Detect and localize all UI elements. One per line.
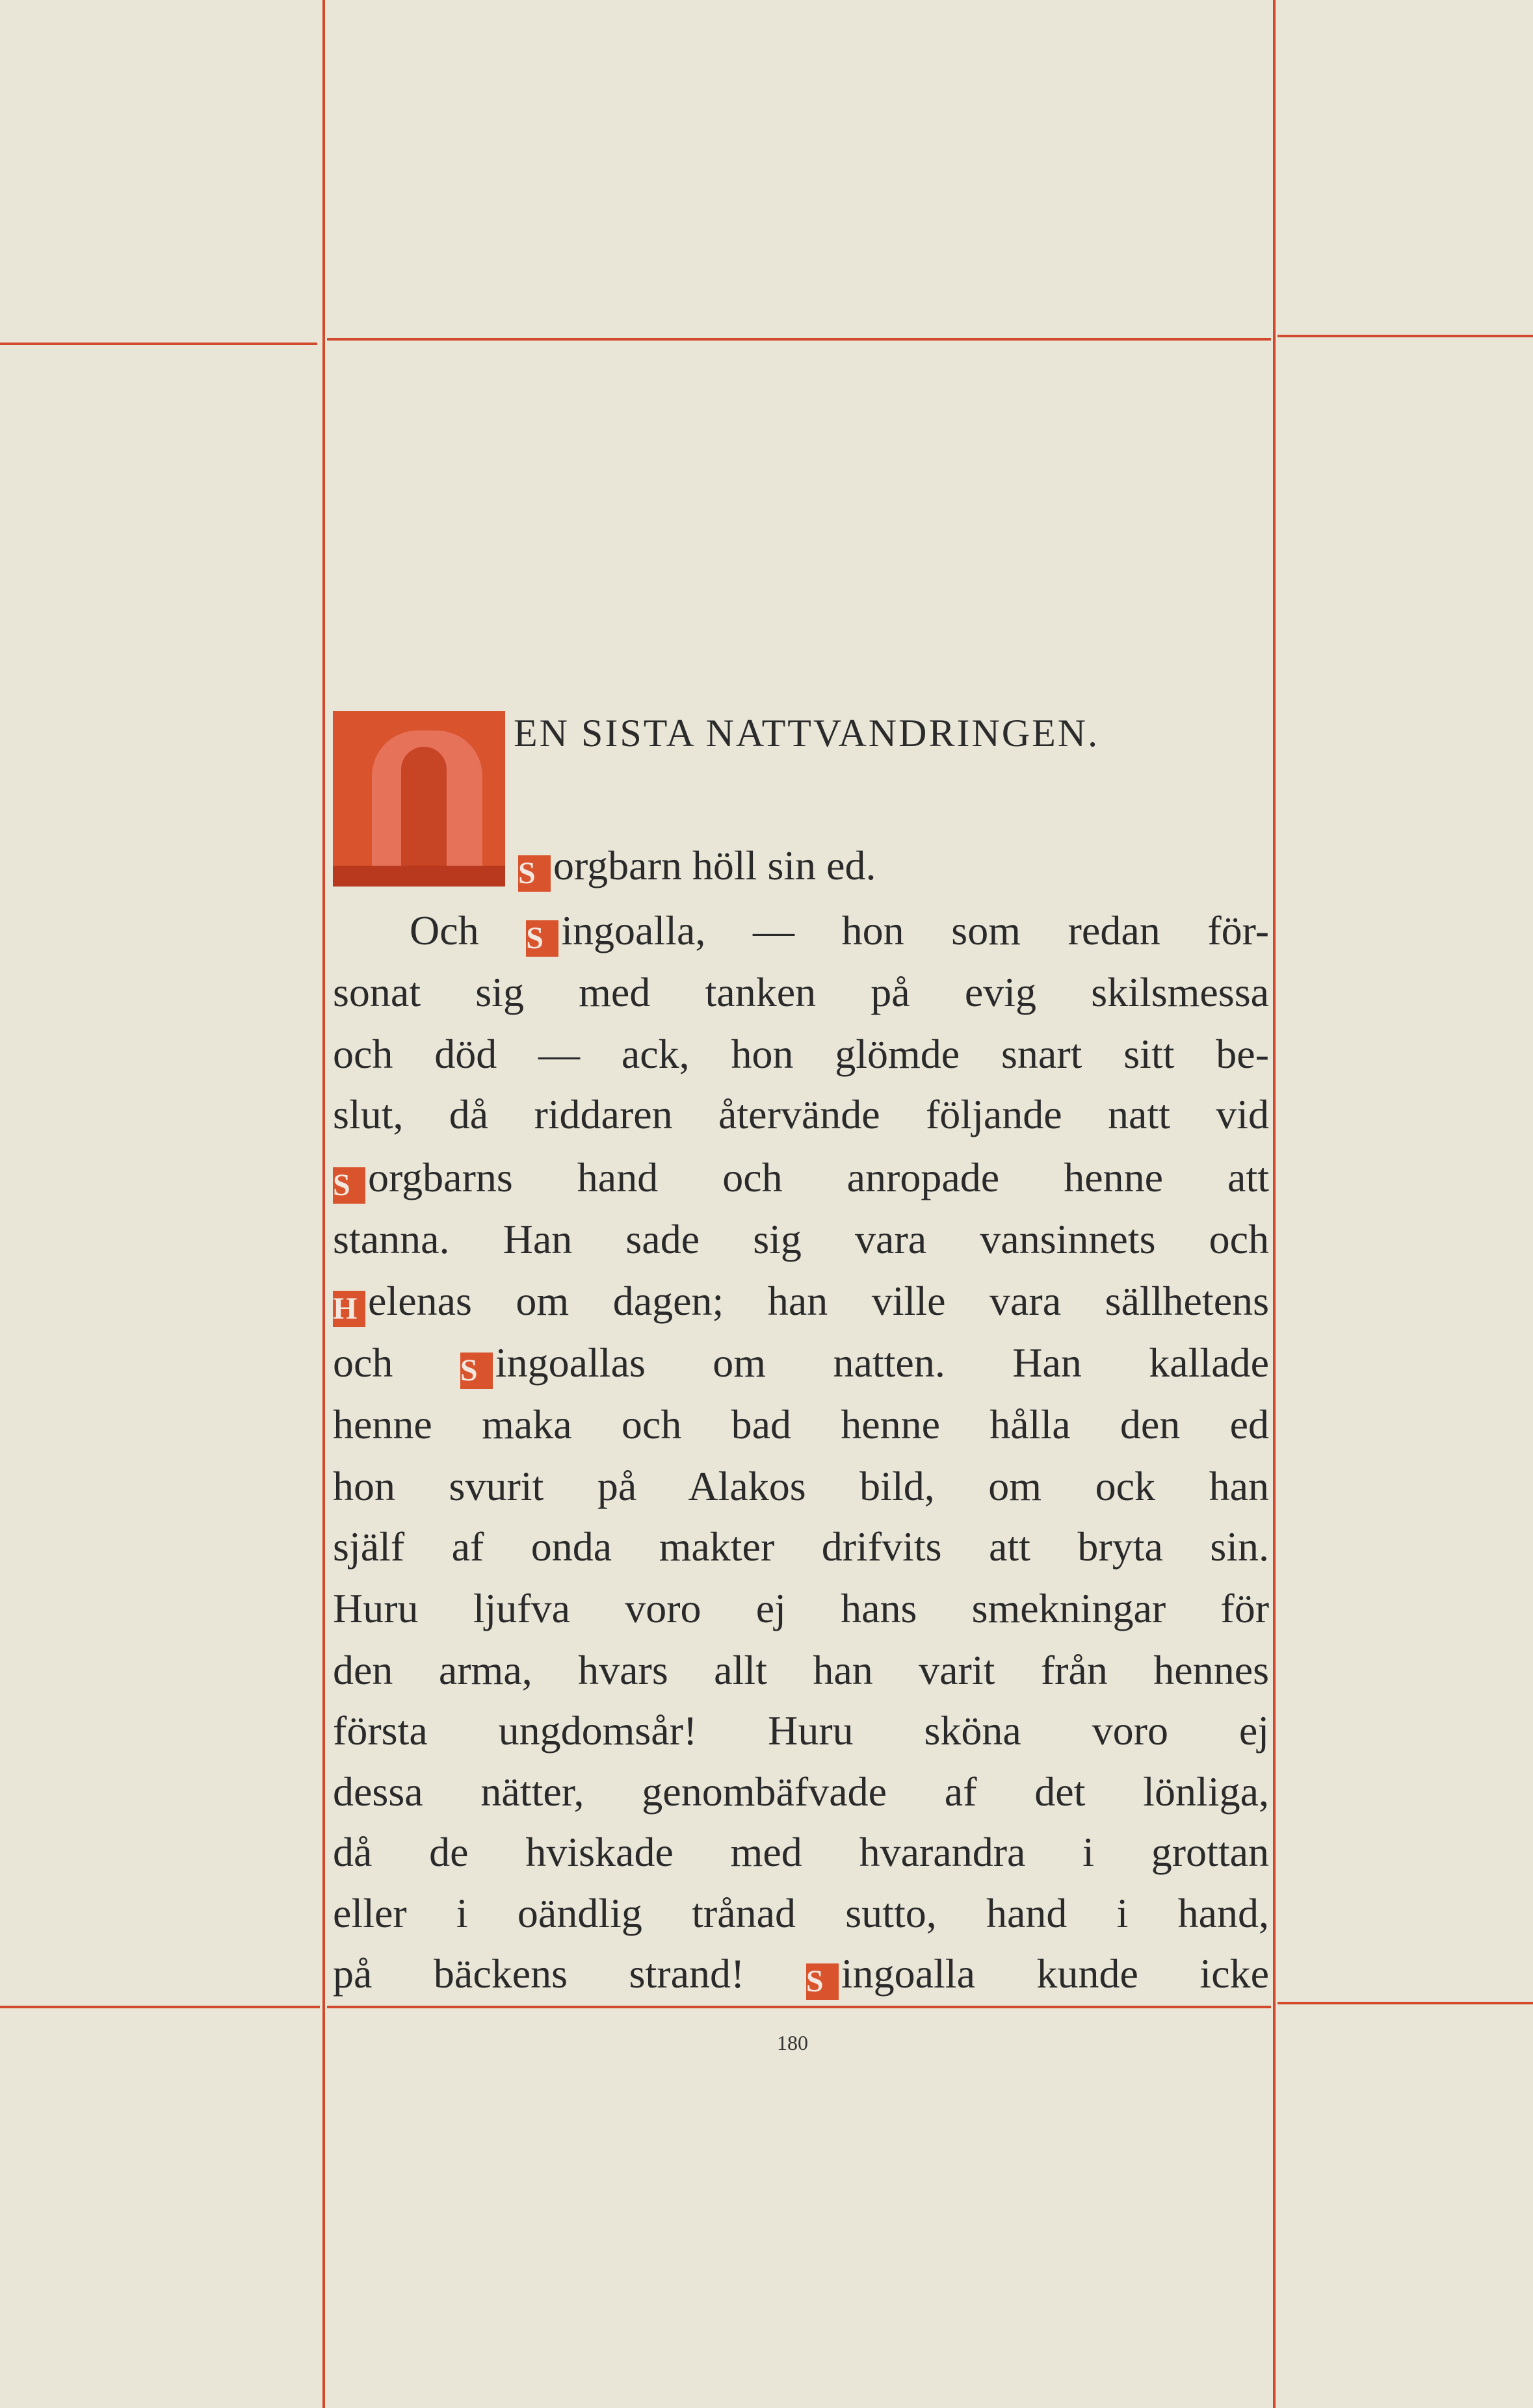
top-horizontal-rule-right [1278, 335, 1533, 337]
text-line [333, 1640, 1269, 1701]
text-line [333, 1394, 1269, 1455]
text-line [333, 1456, 1269, 1517]
text-line [333, 900, 1269, 961]
ornamental-initial: S [460, 1353, 493, 1389]
page-number: 180 [777, 2031, 808, 2054]
chapter-title [514, 711, 1099, 756]
ornamental-initial: H [333, 1291, 365, 1327]
line-text: orgbarn höll sin ed. [553, 842, 876, 888]
line-text: orgbarns hand och anropade henne att [368, 1154, 1269, 1200]
line-text: första ungdomsår! Huru sköna voro ej [333, 1707, 1269, 1754]
text-line [333, 1147, 1269, 1208]
text-line [333, 1271, 1269, 1332]
line-text: själf af onda makter drifvits att bryta sin. [333, 1523, 1269, 1570]
text-line [333, 1943, 1269, 2004]
line-text: och [333, 1340, 460, 1386]
drop-cap-base [333, 866, 505, 887]
top-horizontal-rule-left [0, 343, 317, 345]
text-line [333, 1700, 1269, 1761]
text-line [333, 1883, 1269, 1944]
text-line [333, 1516, 1269, 1577]
line-text: stanna. Han sade sig vara vansinnets och [333, 1216, 1269, 1262]
text-line [333, 1024, 1269, 1085]
line-text: ingoalla, — hon som redan för- [561, 907, 1269, 953]
line-text: ingoallas om natten. Han kallade [495, 1340, 1270, 1386]
line-text: på bäckens strand! [333, 1950, 806, 1997]
line-text: Och [410, 907, 527, 953]
right-vertical-rule [1273, 0, 1276, 2408]
ornamental-initial: S [526, 920, 558, 957]
text-line [333, 1822, 1269, 1883]
bottom-horizontal-rule-right [1278, 2002, 1533, 2004]
line-text: dessa nätter, genombäfvade af det lönliga, [333, 1768, 1269, 1815]
line-text: sonat sig med tanken på evig skilsmessa [333, 969, 1269, 1015]
ornamental-initial: S [518, 855, 551, 892]
ornamental-initial: S [806, 1963, 839, 2000]
text-line [518, 835, 1269, 896]
text-line [333, 1084, 1269, 1145]
line-text: elenas om dagen; han ville vara sällhetens [368, 1278, 1269, 1324]
bottom-horizontal-rule-left [0, 2006, 320, 2008]
line-text: ingoalla kunde icke [841, 1950, 1270, 1997]
text-line [333, 962, 1269, 1023]
line-text: Huru ljufva voro ej hans smekningar för [333, 1585, 1269, 1631]
line-text: då de hviskade med hvarandra i grottan [333, 1829, 1269, 1875]
line-text: eller i oändlig trånad sutto, hand i hand, [333, 1890, 1269, 1936]
text-line [333, 1332, 1269, 1393]
ornamental-drop-cap [333, 711, 505, 887]
text-line [333, 1209, 1269, 1270]
ornamental-initial: S [333, 1167, 365, 1204]
text-line [333, 1761, 1269, 1822]
line-text: slut, då riddaren återvände följande natt vid [333, 1091, 1269, 1137]
bottom-horizontal-rule-middle [327, 2006, 1271, 2008]
line-text: den arma, hvars allt han varit från hennes [333, 1647, 1269, 1693]
top-horizontal-rule-middle [327, 338, 1271, 341]
chapter-title-rest: EN SISTA NATTVANDRINGEN. [514, 712, 1100, 755]
text-line [333, 1578, 1269, 1639]
line-text: henne maka och bad henne hålla den ed [333, 1401, 1269, 1447]
line-text: och död — ack, hon glömde snart sitt be- [333, 1031, 1269, 1077]
left-vertical-rule [322, 0, 325, 2408]
line-text: hon svurit på Alakos bild, om ock han [333, 1463, 1269, 1509]
drop-cap-figure [401, 747, 447, 870]
